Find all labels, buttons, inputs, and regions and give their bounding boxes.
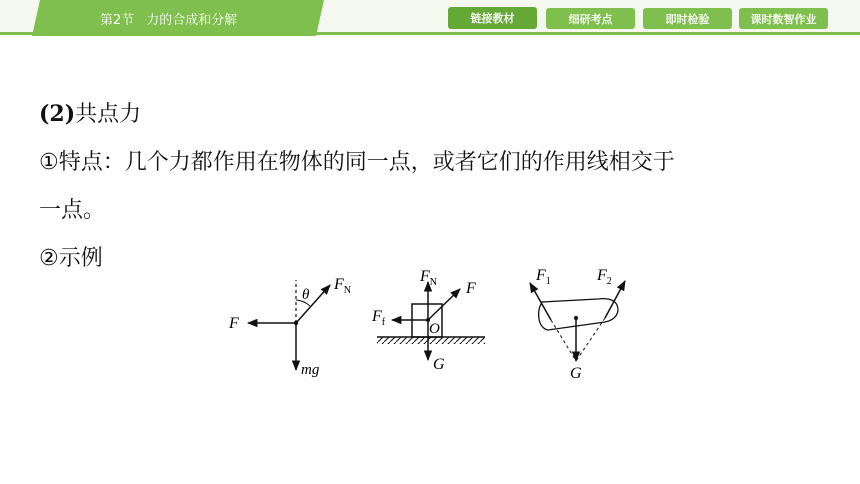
f2-label [596, 267, 612, 287]
f1-label [535, 267, 551, 287]
theta-label: θ [302, 287, 310, 303]
force-point [294, 321, 298, 325]
f1-sub: 1 [545, 276, 551, 287]
nav-link-textbook-button[interactable]: 链接教材 [448, 7, 537, 29]
nav-instant-check-button[interactable]: 即时检验 [643, 8, 732, 29]
g-label: G [570, 365, 582, 382]
figure-point-forces [228, 276, 351, 378]
point-feature: ①特点：几个力都作用在物体的同一点，或者它们的作用线相交于 [39, 150, 675, 175]
section-number: 第2节 [100, 13, 135, 28]
f-label: F [229, 315, 239, 332]
f2-sub: 2 [606, 276, 612, 287]
figure-rigid-body [530, 267, 625, 382]
nav-study-points-button[interactable]: 细研考点 [546, 8, 635, 29]
center-of-mass [574, 316, 578, 320]
rigid-body-outline [539, 299, 618, 330]
fn-label [333, 276, 351, 296]
f2-main: F [597, 267, 607, 284]
ground-hatching [377, 337, 485, 344]
subheading-number: (2) [39, 101, 76, 127]
f-label: F [466, 280, 476, 297]
f1-main: F [536, 267, 546, 284]
fn-sub: N [343, 285, 352, 296]
point-feature-continued: 一点。 [39, 198, 106, 223]
fn-main: F [334, 276, 344, 293]
fn-sub: N [429, 277, 438, 288]
point-example: ②示例 [39, 246, 103, 271]
g-label: G [433, 356, 445, 373]
nav-homework-button[interactable]: 课时数智作业 [739, 8, 828, 29]
ff-sub: f [381, 317, 386, 328]
section-name: 力的合成和分解 [146, 13, 238, 28]
mg-label: mg [301, 362, 320, 378]
ff-label [371, 308, 386, 328]
fn-main: F [420, 268, 430, 285]
subheading-text: 共点力 [75, 102, 142, 127]
figure-block-on-ground [371, 268, 485, 373]
o-label: O [429, 321, 440, 337]
ff-main: F [372, 308, 382, 325]
